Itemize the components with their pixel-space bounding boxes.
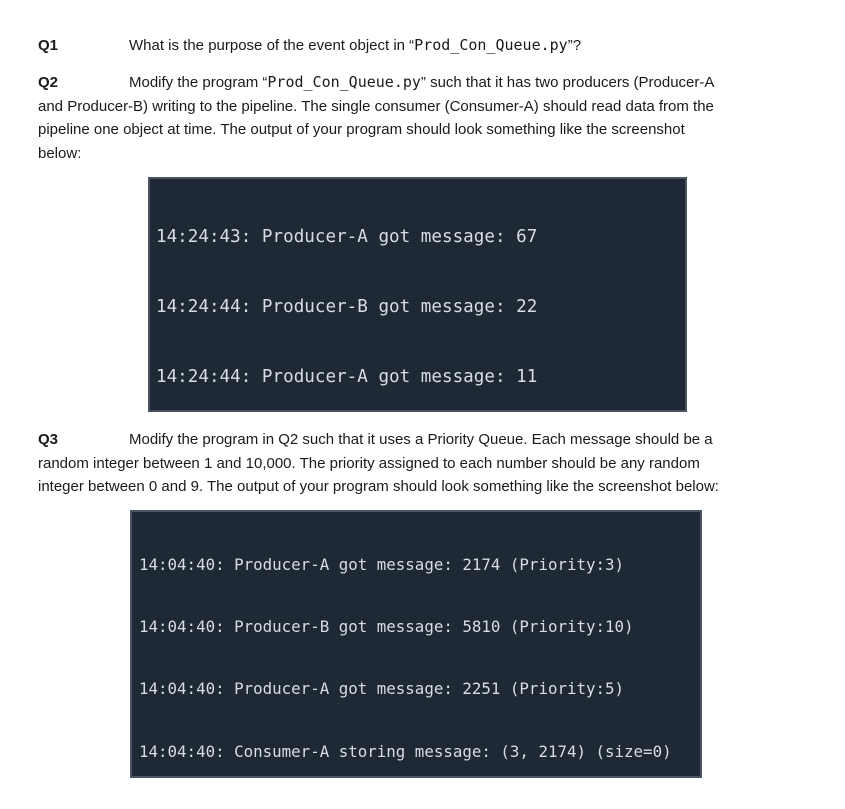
terminal-line: 14:04:40: Producer-B got message: 5810 (Priority:10) bbox=[139, 616, 634, 636]
q3-paragraph bbox=[38, 452, 719, 499]
q3-line: integer between 0 and 9. The output of your program should look something like the screenshot below: bbox=[38, 478, 719, 496]
q1-question bbox=[129, 34, 581, 58]
q3-label: Q3 bbox=[38, 431, 59, 448]
terminal-line: 14:24:44: Producer-B got message: 22 bbox=[156, 297, 538, 318]
q1-code: Prod_Con_Queue.py bbox=[414, 36, 568, 54]
terminal-line: 14:24:43: Producer-A got message: 67 bbox=[156, 227, 538, 248]
q2-label: Q2 bbox=[38, 74, 59, 91]
q2-first-line bbox=[129, 71, 714, 95]
q3-line: random integer between 1 and 10,000. The priority assigned to each number should be any random bbox=[38, 454, 700, 472]
q2-code: Prod_Con_Queue.py bbox=[267, 73, 421, 91]
terminal-line: 14:24:44: Producer-A got message: 11 bbox=[156, 366, 538, 387]
q2-terminal-screenshot bbox=[148, 177, 687, 412]
q3-first-line: Modify the program in Q2 such that it uses a Priority Queue. Each message should be a bbox=[129, 431, 713, 448]
terminal-line: 14:04:40: Producer-A got message: 2251 (Priority:5) bbox=[139, 679, 625, 699]
q3-terminal-screenshot bbox=[130, 510, 702, 778]
q1-label: Q1 bbox=[38, 37, 59, 54]
q1-text-before: What is the purpose of the event object in “ bbox=[129, 37, 415, 54]
q2-paragraph bbox=[38, 95, 714, 166]
q1-text-after: ”? bbox=[567, 37, 582, 54]
q2-text-after: ” such that it has two producers (Producer-A bbox=[420, 74, 715, 91]
terminal-line: 14:04:40: Consumer-A storing message: (3, 2174) (size=0) bbox=[139, 741, 672, 761]
q2-text-before: Modify the program “ bbox=[129, 74, 268, 91]
q2-line: below: bbox=[38, 144, 82, 162]
q2-line: pipeline one object at time. The output of your program should look something like the screenshot bbox=[38, 121, 685, 139]
terminal-line: 14:04:40: Producer-A got message: 2174 (Priority:3) bbox=[139, 554, 625, 574]
q2-line: and Producer-B) writing to the pipeline. The single consumer (Consumer-A) should read data from the bbox=[38, 97, 714, 115]
